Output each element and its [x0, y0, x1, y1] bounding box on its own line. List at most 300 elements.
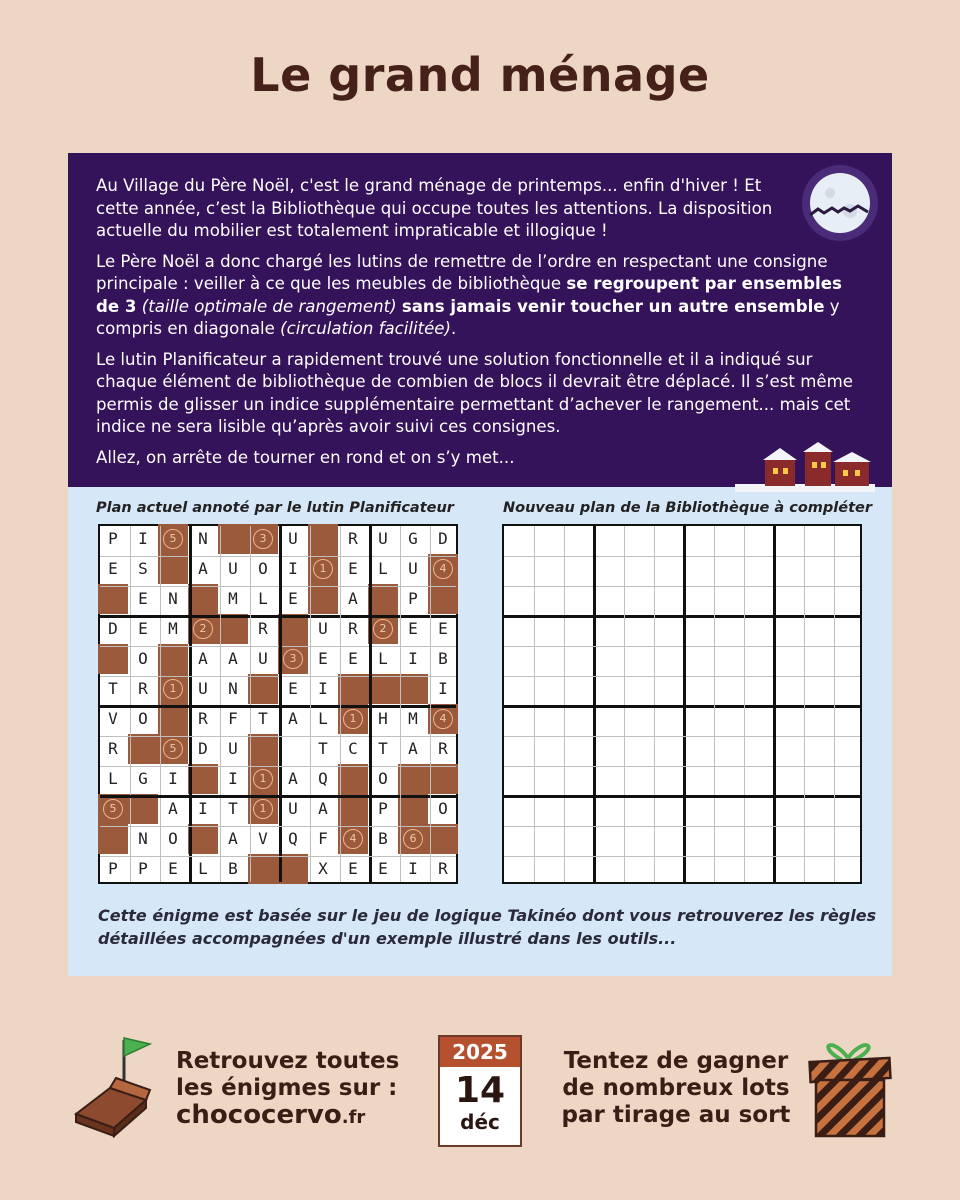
- empty-plan-cell[interactable]: [532, 824, 562, 854]
- empty-plan-cell[interactable]: [652, 584, 682, 614]
- letter-cell: R: [138, 679, 148, 698]
- empty-plan-cell[interactable]: [502, 704, 532, 734]
- empty-plan-cell[interactable]: [802, 704, 832, 734]
- move-count-badge: 4: [433, 559, 453, 579]
- empty-plan-cell[interactable]: [562, 794, 592, 824]
- empty-plan-cell[interactable]: [502, 824, 532, 854]
- empty-plan-cell[interactable]: [502, 674, 532, 704]
- move-count-badge: 3: [253, 529, 273, 549]
- move-count-badge: 1: [343, 709, 363, 729]
- move-count-badge: 5: [103, 799, 123, 819]
- bookshelf-cell: [188, 584, 218, 614]
- empty-plan-cell[interactable]: [802, 524, 832, 554]
- letter-cell: T: [258, 709, 268, 728]
- letter-cell: P: [408, 589, 418, 608]
- letter-cell: M: [168, 619, 178, 638]
- empty-plan-cell[interactable]: [682, 824, 712, 854]
- move-count-badge: 4: [433, 709, 453, 729]
- empty-plan-cell[interactable]: [712, 734, 742, 764]
- letter-cell: E: [138, 619, 148, 638]
- empty-plan-cell[interactable]: [712, 764, 742, 794]
- empty-plan-cell[interactable]: [802, 794, 832, 824]
- grid-line: [504, 736, 860, 737]
- empty-plan-cell[interactable]: [622, 824, 652, 854]
- empty-plan-cell[interactable]: [832, 704, 862, 734]
- empty-plan-cell[interactable]: [742, 584, 772, 614]
- empty-plan-cell[interactable]: [772, 584, 802, 614]
- new-plan-grid[interactable]: [502, 524, 862, 884]
- empty-plan-cell[interactable]: [592, 764, 622, 794]
- bookshelf-cell: [428, 704, 458, 734]
- empty-plan-cell[interactable]: [802, 614, 832, 644]
- grid-line: [100, 766, 456, 767]
- empty-plan-cell[interactable]: [832, 854, 862, 884]
- empty-plan-cell[interactable]: [532, 704, 562, 734]
- empty-plan-cell[interactable]: [832, 524, 862, 554]
- empty-plan-cell[interactable]: [802, 554, 832, 584]
- grid-block-line: [100, 795, 456, 798]
- empty-plan-cell[interactable]: [562, 524, 592, 554]
- bookshelf-cell: [398, 824, 428, 854]
- empty-plan-cell[interactable]: [802, 674, 832, 704]
- empty-plan-cell[interactable]: [592, 524, 622, 554]
- empty-plan-cell[interactable]: [682, 524, 712, 554]
- empty-plan-cell[interactable]: [532, 584, 562, 614]
- letter-cell: A: [288, 769, 298, 788]
- letter-cell: E: [318, 649, 328, 668]
- empty-plan-cell[interactable]: [802, 824, 832, 854]
- bookshelf-cell: [308, 584, 338, 614]
- site-name: chococervo: [176, 1100, 342, 1130]
- empty-plan-cell[interactable]: [502, 794, 532, 824]
- empty-plan-cell[interactable]: [622, 554, 652, 584]
- empty-plan-cell[interactable]: [652, 674, 682, 704]
- empty-plan-cell[interactable]: [832, 644, 862, 674]
- move-count-badge: 2: [373, 619, 393, 639]
- empty-plan-cell[interactable]: [592, 644, 622, 674]
- letter-cell: A: [198, 559, 208, 578]
- empty-plan-cell[interactable]: [802, 854, 832, 884]
- letter-cell: E: [438, 619, 448, 638]
- empty-plan-cell[interactable]: [712, 644, 742, 674]
- empty-plan-cell[interactable]: [652, 614, 682, 644]
- move-count-badge: 1: [163, 679, 183, 699]
- bookshelf-cell: [188, 764, 218, 794]
- empty-plan-cell[interactable]: [622, 644, 652, 674]
- empty-plan-cell[interactable]: [592, 854, 622, 884]
- letter-cell: R: [438, 739, 448, 758]
- empty-plan-cell[interactable]: [532, 614, 562, 644]
- grid-line: [504, 826, 860, 827]
- empty-plan-cell[interactable]: [562, 554, 592, 584]
- bookshelf-cell: [248, 794, 278, 824]
- empty-plan-cell[interactable]: [652, 524, 682, 554]
- letter-cell: E: [138, 589, 148, 608]
- empty-plan-cell[interactable]: [832, 554, 862, 584]
- empty-plan-cell[interactable]: [502, 524, 532, 554]
- bookshelf-cell: [338, 704, 368, 734]
- move-count-badge: 3: [283, 649, 303, 669]
- empty-plan-cell[interactable]: [652, 704, 682, 734]
- empty-plan-cell[interactable]: [772, 524, 802, 554]
- empty-plan-cell[interactable]: [532, 794, 562, 824]
- empty-plan-cell[interactable]: [502, 734, 532, 764]
- letter-cell: C: [348, 739, 358, 758]
- empty-plan-cell[interactable]: [532, 644, 562, 674]
- empty-plan-cell[interactable]: [832, 584, 862, 614]
- letter-cell: H: [378, 709, 388, 728]
- move-count-badge: 4: [343, 829, 363, 849]
- empty-plan-cell[interactable]: [502, 614, 532, 644]
- empty-plan-cell[interactable]: [772, 674, 802, 704]
- letter-cell: G: [408, 529, 418, 548]
- empty-plan-cell[interactable]: [562, 764, 592, 794]
- empty-plan-cell[interactable]: [532, 854, 562, 884]
- bookshelf-cell: [308, 524, 338, 554]
- empty-plan-cell[interactable]: [652, 554, 682, 584]
- intro-p2-text2: y compris en diagonale: [96, 296, 840, 338]
- grid-line: [340, 526, 341, 882]
- letter-cell: D: [438, 529, 448, 548]
- empty-plan-cell[interactable]: [562, 584, 592, 614]
- empty-plan-cell[interactable]: [622, 704, 652, 734]
- empty-plan-cell[interactable]: [592, 824, 622, 854]
- bookshelf-cell: [248, 764, 278, 794]
- empty-plan-cell[interactable]: [532, 554, 562, 584]
- footer-right-text: [560, 1048, 792, 1129]
- empty-plan-cell[interactable]: [592, 674, 622, 704]
- intro-p2-italic2: (circulation facilitée): [280, 319, 451, 338]
- empty-plan-cell[interactable]: [682, 674, 712, 704]
- letter-cell: T: [228, 799, 238, 818]
- empty-plan-cell[interactable]: [772, 734, 802, 764]
- empty-plan-cell[interactable]: [742, 524, 772, 554]
- letter-cell: B: [438, 649, 448, 668]
- letter-cell: U: [318, 619, 328, 638]
- grid-line: [804, 526, 805, 882]
- bookshelf-cell: [248, 734, 278, 764]
- letter-cell: E: [288, 589, 298, 608]
- calendar-year: 2025: [440, 1037, 520, 1067]
- footer-right-line2: de nombreux lots: [562, 1075, 790, 1101]
- grid-line: [100, 856, 456, 857]
- empty-plan-cell[interactable]: [532, 764, 562, 794]
- bookshelf-cell: [338, 794, 368, 824]
- bookshelf-cell: [218, 614, 248, 644]
- letter-cell: A: [288, 709, 298, 728]
- bookshelf-cell: [368, 674, 398, 704]
- grid-line: [504, 856, 860, 857]
- letter-cell: I: [438, 679, 448, 698]
- empty-plan-cell[interactable]: [742, 704, 772, 734]
- empty-plan-cell[interactable]: [592, 584, 622, 614]
- empty-plan-cell[interactable]: [592, 614, 622, 644]
- letter-cell: N: [138, 829, 148, 848]
- letter-cell: A: [198, 649, 208, 668]
- grid-block-line: [504, 705, 860, 708]
- bookshelf-cell: [98, 824, 128, 854]
- empty-plan-cell[interactable]: [652, 734, 682, 764]
- empty-plan-cell[interactable]: [772, 854, 802, 884]
- bookshelf-cell: [338, 764, 368, 794]
- letter-cell: L: [108, 769, 118, 788]
- empty-plan-cell[interactable]: [652, 644, 682, 674]
- empty-plan-cell[interactable]: [532, 674, 562, 704]
- empty-plan-cell[interactable]: [622, 614, 652, 644]
- letter-cell: I: [318, 679, 328, 698]
- empty-plan-cell[interactable]: [562, 674, 592, 704]
- empty-plan-cell[interactable]: [592, 794, 622, 824]
- empty-plan-cell[interactable]: [532, 734, 562, 764]
- empty-plan-cell[interactable]: [682, 614, 712, 644]
- letter-cell: D: [108, 619, 118, 638]
- bookshelf-cell: [128, 794, 158, 824]
- footer-left-line2: les énigmes sur :: [176, 1075, 398, 1101]
- empty-plan-cell[interactable]: [682, 554, 712, 584]
- empty-plan-cell[interactable]: [712, 554, 742, 584]
- letter-cell: R: [198, 709, 208, 728]
- letter-cell: D: [198, 739, 208, 758]
- bookshelf-cell: [188, 614, 218, 644]
- empty-plan-cell[interactable]: [712, 854, 742, 884]
- bookshelf-cell: [338, 674, 368, 704]
- site-link[interactable]: [176, 1102, 399, 1131]
- empty-plan-cell[interactable]: [682, 584, 712, 614]
- empty-plan-cell[interactable]: [652, 794, 682, 824]
- letter-cell: L: [258, 589, 268, 608]
- grid-line: [504, 766, 860, 767]
- empty-plan-cell[interactable]: [682, 644, 712, 674]
- empty-plan-cell[interactable]: [832, 764, 862, 794]
- empty-plan-cell[interactable]: [712, 794, 742, 824]
- letter-cell: L: [378, 649, 388, 668]
- empty-plan-cell[interactable]: [562, 824, 592, 854]
- intro-paragraph-4: Allez, on arrête de tourner en rond et on s’y met...: [96, 447, 515, 467]
- empty-plan-cell[interactable]: [532, 524, 562, 554]
- letter-cell: O: [438, 799, 448, 818]
- empty-plan-cell[interactable]: [772, 644, 802, 674]
- empty-plan-cell[interactable]: [502, 554, 532, 584]
- bookshelf-cell: [98, 794, 128, 824]
- bookshelf-cell: [98, 584, 128, 614]
- empty-plan-cell[interactable]: [652, 854, 682, 884]
- calendar-badge: [438, 1035, 522, 1147]
- footnote: Cette énigme est basée sur le jeu de logique Takinéo dont vous retrouverez les règles détaillées accompagnées d'un exemple illustré dans les outils...: [98, 906, 877, 948]
- empty-plan-cell[interactable]: [772, 824, 802, 854]
- empty-plan-cell[interactable]: [682, 854, 712, 884]
- empty-plan-cell[interactable]: [742, 764, 772, 794]
- empty-plan-cell[interactable]: [832, 614, 862, 644]
- empty-plan-cell[interactable]: [502, 644, 532, 674]
- empty-plan-cell[interactable]: [562, 734, 592, 764]
- empty-plan-cell[interactable]: [562, 854, 592, 884]
- empty-plan-cell[interactable]: [562, 704, 592, 734]
- empty-plan-cell[interactable]: [562, 614, 592, 644]
- letter-cell: G: [138, 769, 148, 788]
- letter-cell: T: [378, 739, 388, 758]
- empty-plan-cell[interactable]: [622, 794, 652, 824]
- bookshelf-cell: [98, 644, 128, 674]
- letter-cell: N: [228, 679, 238, 698]
- move-count-badge: 1: [253, 799, 273, 819]
- empty-plan-cell[interactable]: [562, 644, 592, 674]
- letter-cell: U: [378, 529, 388, 548]
- letter-cell: R: [258, 619, 268, 638]
- letter-cell: O: [378, 769, 388, 788]
- bookshelf-cell: [368, 614, 398, 644]
- empty-plan-cell[interactable]: [592, 554, 622, 584]
- letter-cell: S: [138, 559, 148, 578]
- letter-cell: A: [228, 829, 238, 848]
- letter-cell: U: [288, 799, 298, 818]
- move-count-badge: 1: [253, 769, 273, 789]
- letter-cell: I: [408, 859, 418, 878]
- letter-cell: O: [168, 829, 178, 848]
- empty-plan-cell[interactable]: [682, 794, 712, 824]
- empty-plan-cell[interactable]: [712, 614, 742, 644]
- letter-cell: X: [318, 859, 328, 878]
- letter-cell: [278, 734, 308, 764]
- letter-cell: I: [408, 649, 418, 668]
- bookshelf-cell: [368, 584, 398, 614]
- move-count-badge: 1: [313, 559, 333, 579]
- footer-right-line3: par tirage au sort: [561, 1102, 791, 1128]
- empty-plan-cell[interactable]: [802, 644, 832, 674]
- bookshelf-cell: [248, 854, 278, 884]
- letter-cell: L: [318, 709, 328, 728]
- letter-cell: I: [288, 559, 298, 578]
- letter-cell: U: [198, 679, 208, 698]
- intro-paragraph-3: Le lutin Planificateur a rapidement trouvé une solution fonctionnelle et il a indiqué sur chaque élément de bibliothèque de combien de blocs il devrait être déplacé. Il s’est même permis de glisser un indice supplémentaire permettant d’achever le rangement... mais cet indice ne sera lisible qu’après avoir suivi ces consignes.: [96, 349, 853, 436]
- letter-cell: T: [108, 679, 118, 698]
- empty-plan-cell[interactable]: [712, 824, 742, 854]
- calendar-month: déc: [460, 1110, 500, 1134]
- empty-plan-cell[interactable]: [622, 674, 652, 704]
- empty-plan-cell[interactable]: [712, 704, 742, 734]
- letter-cell: I: [198, 799, 208, 818]
- empty-plan-cell[interactable]: [682, 704, 712, 734]
- empty-plan-cell[interactable]: [742, 824, 772, 854]
- letter-cell: E: [108, 559, 118, 578]
- empty-plan-cell[interactable]: [772, 794, 802, 824]
- empty-plan-cell[interactable]: [622, 584, 652, 614]
- empty-plan-cell[interactable]: [802, 734, 832, 764]
- intro-p2-bold1: se regroupent par ensembles de 3: [96, 274, 842, 316]
- empty-plan-cell[interactable]: [742, 614, 772, 644]
- letter-cell: P: [108, 529, 118, 548]
- empty-plan-cell[interactable]: [502, 584, 532, 614]
- letter-cell: T: [318, 739, 328, 758]
- letter-cell: R: [438, 859, 448, 878]
- empty-plan-cell[interactable]: [772, 704, 802, 734]
- empty-plan-cell[interactable]: [652, 764, 682, 794]
- empty-plan-cell[interactable]: [682, 764, 712, 794]
- bookshelf-cell: [338, 824, 368, 854]
- empty-plan-cell[interactable]: [772, 764, 802, 794]
- empty-plan-cell[interactable]: [652, 824, 682, 854]
- empty-plan-cell[interactable]: [832, 824, 862, 854]
- letter-cell: I: [168, 769, 178, 788]
- empty-plan-cell[interactable]: [712, 524, 742, 554]
- move-count-badge: 2: [193, 619, 213, 639]
- empty-plan-cell[interactable]: [622, 524, 652, 554]
- empty-plan-cell[interactable]: [832, 734, 862, 764]
- empty-plan-cell[interactable]: [802, 764, 832, 794]
- grid-block-line: [100, 705, 456, 708]
- bookshelf-cell: [158, 704, 188, 734]
- letter-cell: M: [228, 589, 238, 608]
- grid-line: [744, 526, 745, 882]
- empty-plan-cell[interactable]: [772, 554, 802, 584]
- empty-plan-cell[interactable]: [622, 764, 652, 794]
- empty-plan-cell[interactable]: [742, 794, 772, 824]
- village-houses-icon: [735, 440, 875, 492]
- empty-plan-cell[interactable]: [772, 614, 802, 644]
- empty-plan-cell[interactable]: [592, 704, 622, 734]
- new-plan-label: Nouveau plan de la Bibliothèque à compléter: [503, 500, 873, 516]
- grid-block-line: [773, 526, 776, 882]
- empty-plan-cell[interactable]: [502, 854, 532, 884]
- empty-plan-cell[interactable]: [682, 734, 712, 764]
- empty-plan-cell[interactable]: [592, 734, 622, 764]
- grid-line: [834, 526, 835, 882]
- letter-cell: P: [138, 859, 148, 878]
- bookshelf-cell: [308, 554, 338, 584]
- letter-cell: A: [348, 589, 358, 608]
- letter-cell: E: [288, 679, 298, 698]
- intro-p2-italic1: (taille optimale de rangement): [136, 296, 402, 316]
- letter-cell: I: [228, 769, 238, 788]
- bookshelf-cell: [128, 734, 158, 764]
- move-count-badge: 5: [163, 529, 183, 549]
- grid-line: [100, 826, 456, 827]
- grid-line: [430, 526, 431, 882]
- empty-plan-cell[interactable]: [622, 734, 652, 764]
- letter-cell: B: [378, 829, 388, 848]
- empty-plan-cell[interactable]: [832, 674, 862, 704]
- bookshelf-cell: [428, 554, 458, 584]
- letter-cell: F: [318, 829, 328, 848]
- letter-cell: B: [228, 859, 238, 878]
- empty-plan-cell[interactable]: [502, 764, 532, 794]
- empty-plan-cell[interactable]: [742, 734, 772, 764]
- empty-plan-cell[interactable]: [742, 674, 772, 704]
- grid-line: [714, 526, 715, 882]
- empty-plan-cell[interactable]: [622, 854, 652, 884]
- bookshelf-cell: [278, 854, 308, 884]
- empty-plan-cell[interactable]: [832, 794, 862, 824]
- empty-plan-cell[interactable]: [712, 674, 742, 704]
- letter-cell: O: [258, 559, 268, 578]
- letter-cell: U: [228, 739, 238, 758]
- intro-paragraph-1: Au Village du Père Noël, c'est le grand ménage de printemps... enfin d'hiver ! Et cette année, c’est la Bibliothèque qui occupe toutes les attentions. La disposition actuelle du mobilier est totalement impraticable et illogique !: [96, 176, 773, 240]
- empty-plan-cell[interactable]: [712, 584, 742, 614]
- empty-plan-cell[interactable]: [802, 584, 832, 614]
- empty-plan-cell[interactable]: [742, 554, 772, 584]
- moon-sleigh-icon: [800, 163, 880, 243]
- grid-line: [400, 526, 401, 882]
- bookshelf-cell: [158, 524, 188, 554]
- empty-plan-cell[interactable]: [742, 854, 772, 884]
- letter-cell: A: [228, 649, 238, 668]
- chocolate-flag-icon: [66, 1030, 162, 1142]
- letter-cell: E: [348, 859, 358, 878]
- empty-plan-cell[interactable]: [742, 644, 772, 674]
- bookshelf-cell: [158, 674, 188, 704]
- bookshelf-cell: [278, 644, 308, 674]
- letter-cell: E: [348, 559, 358, 578]
- bookshelf-cell: [158, 734, 188, 764]
